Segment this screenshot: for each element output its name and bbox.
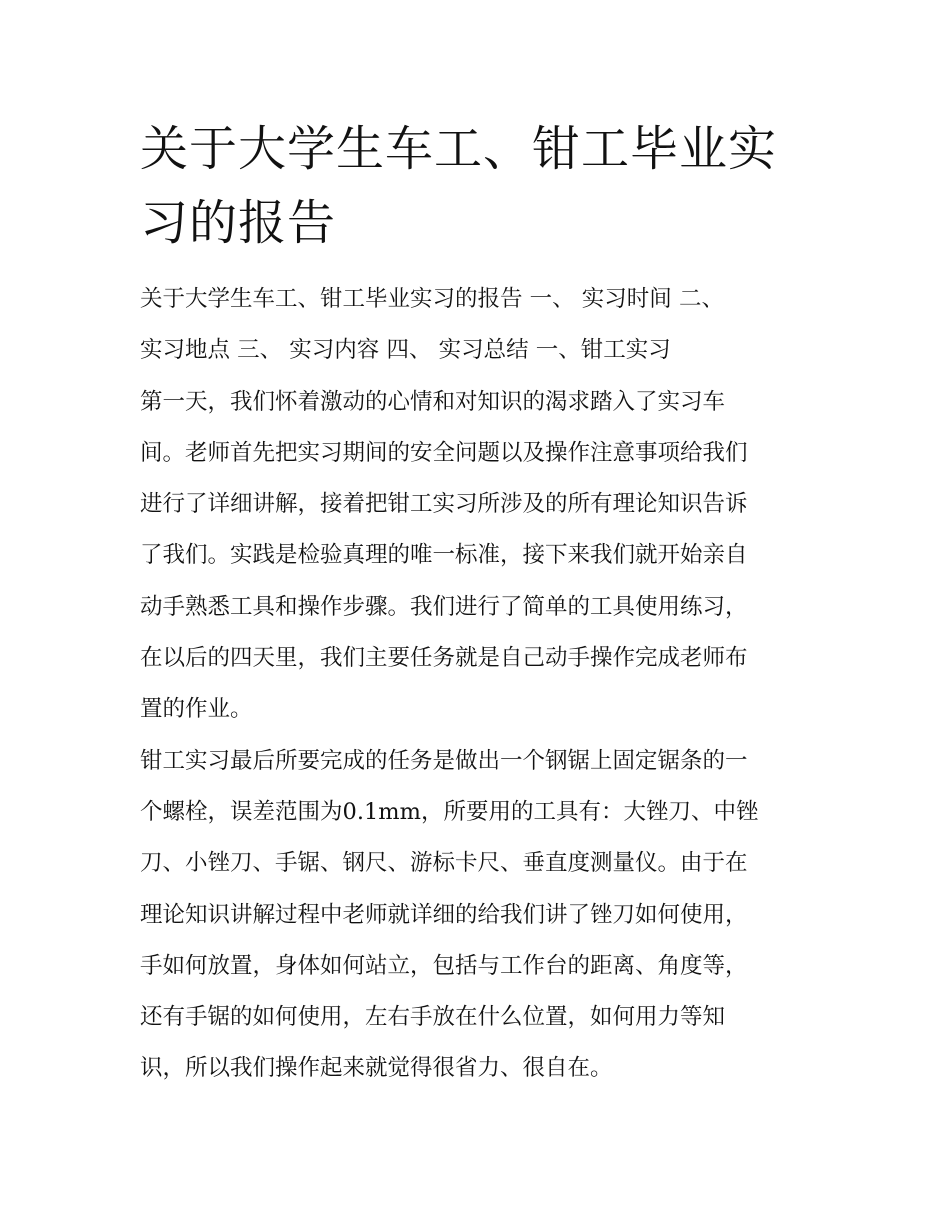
body-line: 置的作业。 bbox=[140, 696, 253, 723]
body-line: 理论知识讲解过程中老师就详细的给我们讲了锉刀如何使用， bbox=[140, 901, 748, 928]
document-content bbox=[140, 112, 812, 1095]
body-line: 关于大学生车工、钳工毕业实习的报告 一、 实习时间 二、 bbox=[140, 286, 724, 312]
document-body bbox=[140, 274, 812, 1095]
body-line: 刀、小锉刀、手锯、钢尺、游标卡尺、垂直度测量仪。由于在 bbox=[140, 850, 748, 877]
body-line: 间。老师首先把实习期间的安全问题以及操作注意事项给我们 bbox=[140, 439, 748, 466]
body-line: 识，所以我们操作起来就觉得很省力、很自在。 bbox=[140, 1055, 613, 1082]
body-line: 实习地点 三、 实习内容 四、 实习总结 一、钳工实习 bbox=[140, 337, 671, 364]
title-line: 习的报告 bbox=[140, 195, 337, 251]
body-line: 了我们。实践是检验真理的唯一标准，接下来我们就开始亲自 bbox=[140, 542, 748, 569]
body-line: 进行了详细讲解，接着把钳工实习所涉及的所有理论知识告诉 bbox=[140, 491, 748, 518]
body-line: 动手熟悉工具和操作步骤。我们进行了简单的工具使用练习， bbox=[140, 593, 748, 620]
body-line: 手如何放置，身体如何站立，包括与工作台的距离、角度等， bbox=[140, 952, 748, 979]
body-line: 第一天，我们怀着激动的心情和对知识的渴求踏入了实习车 bbox=[140, 388, 726, 415]
body-line: 个螺栓，误差范围为0.1mm，所要用的工具有：大锉刀、中锉 bbox=[140, 798, 759, 825]
title-line: 关于大学生车工、钳工毕业实 bbox=[140, 121, 778, 177]
body-line: 还有手锯的如何使用，左右手放在什么位置，如何用力等知 bbox=[140, 1004, 726, 1031]
body-line: 钳工实习最后所要完成的任务是做出一个钢锯上固定锯条的一 bbox=[140, 747, 748, 774]
body-line: 在以后的四天里，我们主要任务就是自己动手操作完成老师布 bbox=[140, 645, 748, 672]
document-title bbox=[140, 112, 812, 260]
